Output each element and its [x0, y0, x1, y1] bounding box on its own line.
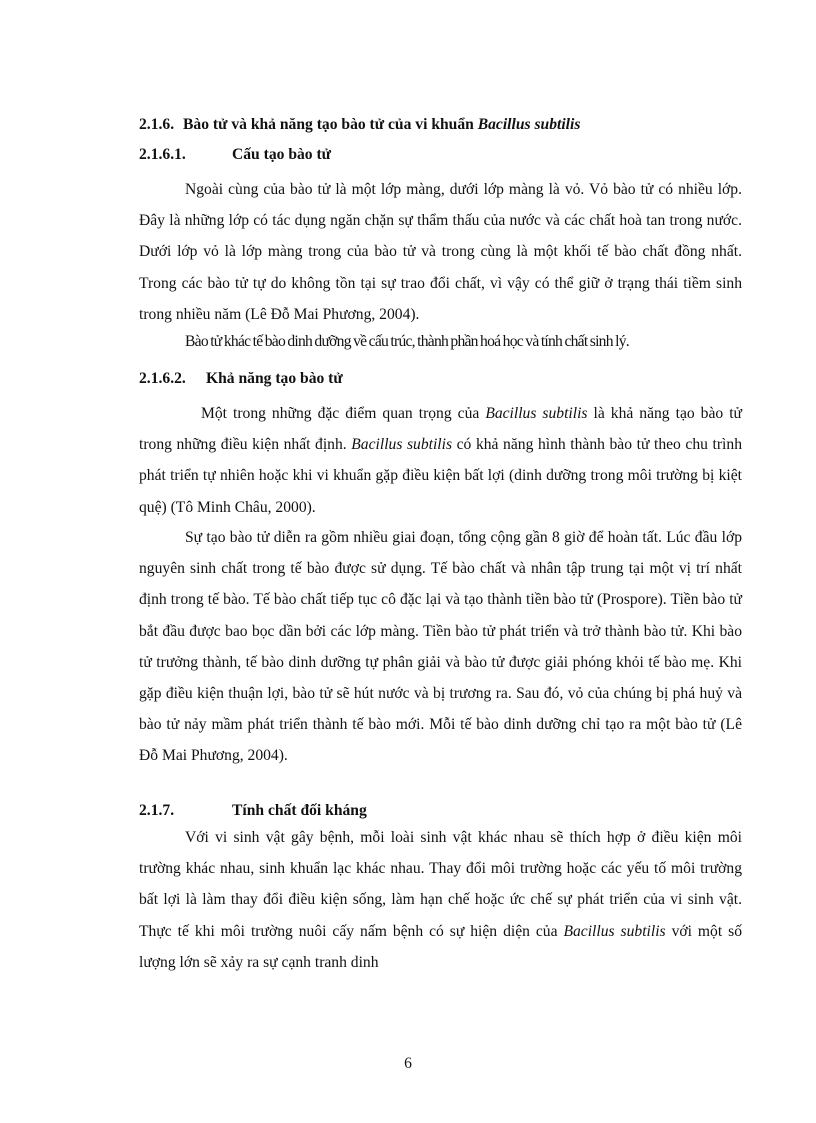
heading-title-italic: Bacillus subtilis	[477, 116, 581, 133]
paragraph-structure-1: Ngoài cùng của bào tử là một lớp màng, dưới lớp màng là vỏ. Vỏ bào tử có nhiều lớp. Đây là những lớp có tác dụng ngăn chặn sự thẩm thấu của nước và các chất hoà tan trong nước. Dưới lớp vỏ là lớp màng trong của bào tử và trong cùng là một khối tế bào chất đồng nhất. Trong các bào tử tự do không tồn tại sự trao đổi chất, vì vậy có thể giữ ở trạng thái tiềm sinh trong nhiều năm (Lê Đỗ Mai Phương, 2004).	[139, 181, 742, 323]
text-run: Với vi sinh vật gây bệnh, mỗi loài sinh vật khác nhau sẽ thích hợp ở điều kiện môi trường khác nhau, sinh khuẩn lạc khác nhau. Thay đổi môi trường hoặc các yếu tố môi trường bất lợi là làm thay đổi điều kiện sống, làm hạn chế hoặc ức chế sự phát triển của vi sinh vật. Thực tế khi môi trường nuôi cấy nấm bệnh có sự hiện diện của	[139, 829, 742, 940]
species-name: Bacillus subtilis	[485, 405, 588, 422]
species-name: Bacillus subtilis	[563, 922, 666, 940]
text-run: với một số lượng lớn sẽ xảy ra sự cạnh tranh dinh	[139, 922, 743, 971]
text-run: có khả năng hình thành bào tử theo chu trình phát triển tự nhiên hoặc khi vi khuẩn gặp điều kiện bất lợi (dinh dưỡng trong môi trường bị kiệt quệ) (Tô Minh Châu, 2000).	[139, 436, 742, 516]
paragraph-structure-2: Bào tử khác tế bào dinh dưỡng về cấu trúc, thành phần hoá học và tính chất sinh lý.	[185, 333, 629, 350]
heading-2-1-6-1	[139, 146, 742, 164]
heading-2-1-6-2	[139, 370, 742, 388]
heading-title: Khả năng tạo bào tử	[206, 370, 343, 387]
paragraph-spore-ability-1	[139, 398, 742, 523]
text-run: Một trong những đặc điểm quan trọng của	[201, 405, 486, 422]
heading-number: 2.1.7.	[139, 802, 175, 819]
page-number: 6	[404, 1055, 412, 1072]
heading-number: 2.1.6.1.	[139, 146, 186, 163]
heading-number: 2.1.6.	[139, 116, 175, 133]
species-name: Bacillus subtilis	[351, 436, 453, 454]
heading-title: Bào tử và khả năng tạo bào tử của vi khuẩn	[183, 116, 478, 133]
text-run: là khả năng tạo bào tử trong những điều kiện nhất định.	[139, 405, 742, 454]
heading-title: Cấu tạo bào tử	[232, 146, 332, 163]
heading-title: Tính chất đối kháng	[232, 802, 367, 819]
paragraph-spore-ability-2: Sự tạo bào tử diễn ra gồm nhiều giai đoạn, tổng cộng gần 8 giờ để hoàn tất. Lúc đầu lớp nguyên sinh chất trong tế bào được sử dụng. Tế bào chất và nhân tập trung tại một vị trí nhất định trong tế bào. Tế bào chất tiếp tục cô đặc lại và tạo thành tiền bào tử (Prospore). Tiền bào tử bắt đầu được bao bọc dần bởi các lớp màng. Tiền bào tử phát triển và trở thành bào tử. Khi bào tử trưởng thành, tế bào dinh dưỡng tự phân giải và bào tử được giải phóng khỏi tế bào mẹ. Khi gặp điều kiện thuận lợi, bào tử sẽ hút nước và bị trương ra. Sau đó, vỏ của chúng bị phá huỷ và bào tử nảy mầm phát triển thành tế bào mới. Mỗi tế bào dinh dưỡng chỉ tạo ra một bào tử (Lê Đỗ Mai Phương, 2004).	[139, 529, 742, 765]
heading-2-1-6	[139, 116, 742, 134]
heading-number: 2.1.6.2.	[139, 370, 186, 387]
heading-2-1-7	[139, 802, 742, 820]
paragraph-antagonism-1	[139, 822, 742, 978]
